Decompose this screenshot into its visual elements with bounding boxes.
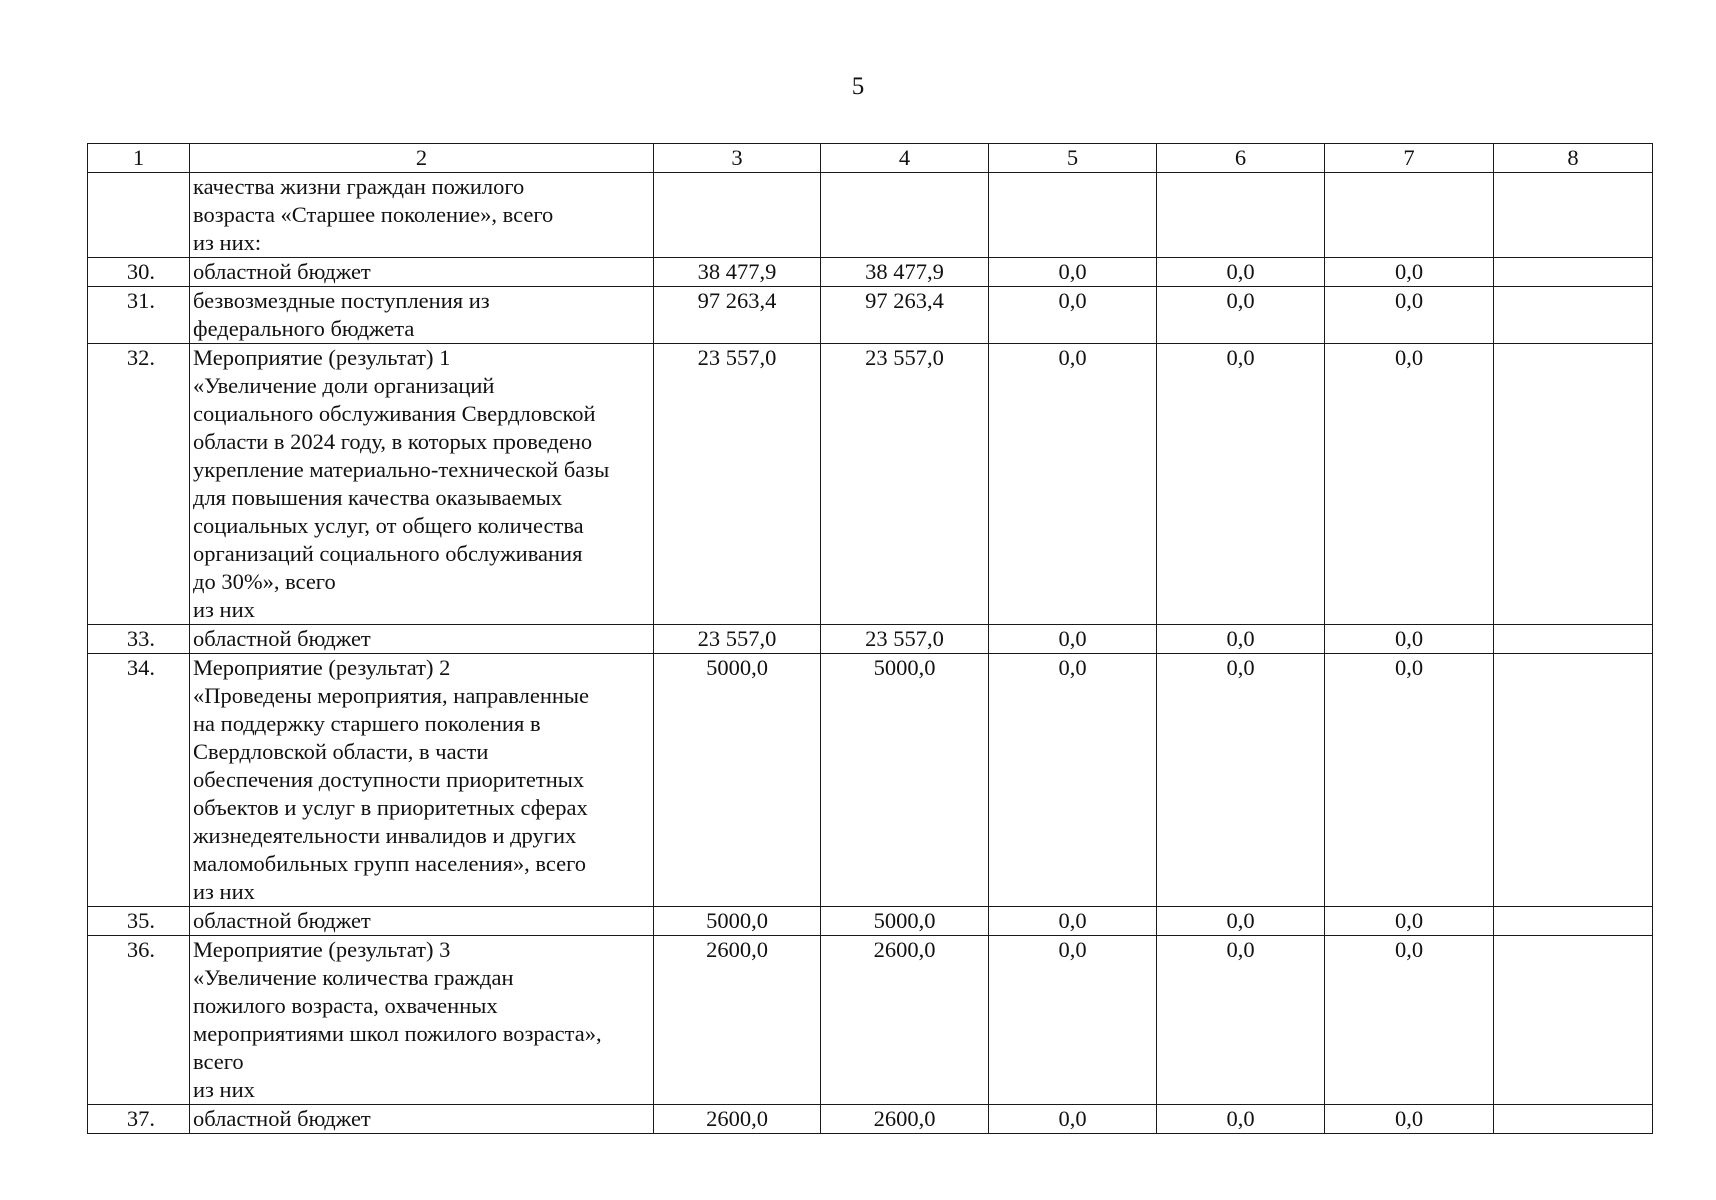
cell-col-8 bbox=[1494, 907, 1653, 936]
cell-col-6: 0,0 bbox=[1157, 936, 1325, 1105]
row-name: областной бюджет bbox=[190, 1105, 654, 1134]
cell-col-3 bbox=[654, 173, 821, 258]
row-name: областной бюджет bbox=[190, 907, 654, 936]
row-number: 30. bbox=[88, 258, 190, 287]
row-number: 33. bbox=[88, 625, 190, 654]
row-name: Мероприятие (результат) 1 «Увеличение доли организаций социального обслуживания Свердловской области в 2024 году, в которых проведено укрепление материально-технической базы для повышения качества оказываемых социальных услуг, от общего количества организаций социального обслуживания до 30%», всего из них bbox=[190, 344, 654, 625]
row-name: безвозмездные поступления из федерального бюджета bbox=[190, 287, 654, 344]
budget-table bbox=[87, 143, 1653, 1134]
cell-col-7: 0,0 bbox=[1325, 344, 1494, 625]
cell-col-5: 0,0 bbox=[989, 907, 1157, 936]
cell-col-8 bbox=[1494, 173, 1653, 258]
row-name: областной бюджет bbox=[190, 258, 654, 287]
column-header: 6 bbox=[1157, 144, 1325, 173]
cell-col-6: 0,0 bbox=[1157, 258, 1325, 287]
cell-col-6: 0,0 bbox=[1157, 625, 1325, 654]
cell-col-8 bbox=[1494, 344, 1653, 625]
cell-col-6 bbox=[1157, 173, 1325, 258]
column-header: 4 bbox=[821, 144, 989, 173]
cell-col-5: 0,0 bbox=[989, 654, 1157, 907]
cell-col-6: 0,0 bbox=[1157, 1105, 1325, 1134]
cell-col-3: 23 557,0 bbox=[654, 344, 821, 625]
cell-col-5: 0,0 bbox=[989, 344, 1157, 625]
cell-col-8 bbox=[1494, 287, 1653, 344]
page-number: 5 bbox=[851, 73, 865, 100]
cell-col-7 bbox=[1325, 173, 1494, 258]
cell-col-7: 0,0 bbox=[1325, 654, 1494, 907]
table-row bbox=[88, 173, 1653, 258]
cell-col-7: 0,0 bbox=[1325, 907, 1494, 936]
cell-col-3: 2600,0 bbox=[654, 936, 821, 1105]
cell-col-4: 2600,0 bbox=[821, 936, 989, 1105]
cell-col-4: 23 557,0 bbox=[821, 344, 989, 625]
row-name: качества жизни граждан пожилого возраста «Старшее поколение», всего из них: bbox=[190, 173, 654, 258]
cell-col-4: 5000,0 bbox=[821, 654, 989, 907]
cell-col-5: 0,0 bbox=[989, 258, 1157, 287]
cell-col-5: 0,0 bbox=[989, 1105, 1157, 1134]
cell-col-6: 0,0 bbox=[1157, 907, 1325, 936]
cell-col-6: 0,0 bbox=[1157, 287, 1325, 344]
table-row bbox=[88, 936, 1653, 1105]
table-row bbox=[88, 258, 1653, 287]
column-header: 1 bbox=[88, 144, 190, 173]
table-row bbox=[88, 654, 1653, 907]
row-number: 32. bbox=[88, 344, 190, 625]
row-number: 31. bbox=[88, 287, 190, 344]
cell-col-3: 23 557,0 bbox=[654, 625, 821, 654]
cell-col-4: 23 557,0 bbox=[821, 625, 989, 654]
cell-col-8 bbox=[1494, 625, 1653, 654]
cell-col-5: 0,0 bbox=[989, 625, 1157, 654]
cell-col-5 bbox=[989, 173, 1157, 258]
row-name: Мероприятие (результат) 2 «Проведены мероприятия, направленные на поддержку старшего поколения в Свердловской области, в части обеспечения доступности приоритетных объектов и услуг в приоритетных сферах жизнедеятельности инвалидов и других маломобильных групп населения», всего из них bbox=[190, 654, 654, 907]
header-row bbox=[88, 144, 1653, 173]
cell-col-7: 0,0 bbox=[1325, 625, 1494, 654]
cell-col-3: 38 477,9 bbox=[654, 258, 821, 287]
cell-col-7: 0,0 bbox=[1325, 936, 1494, 1105]
column-header: 8 bbox=[1494, 144, 1653, 173]
cell-col-8 bbox=[1494, 1105, 1653, 1134]
cell-col-6: 0,0 bbox=[1157, 344, 1325, 625]
column-header: 7 bbox=[1325, 144, 1494, 173]
row-number: 34. bbox=[88, 654, 190, 907]
cell-col-7: 0,0 bbox=[1325, 1105, 1494, 1134]
cell-col-4: 38 477,9 bbox=[821, 258, 989, 287]
cell-col-4: 5000,0 bbox=[821, 907, 989, 936]
table-row bbox=[88, 287, 1653, 344]
cell-col-3: 5000,0 bbox=[654, 654, 821, 907]
cell-col-8 bbox=[1494, 258, 1653, 287]
row-number: 37. bbox=[88, 1105, 190, 1134]
row-number: 35. bbox=[88, 907, 190, 936]
cell-col-4: 97 263,4 bbox=[821, 287, 989, 344]
cell-col-4 bbox=[821, 173, 989, 258]
cell-col-8 bbox=[1494, 654, 1653, 907]
cell-col-5: 0,0 bbox=[989, 287, 1157, 344]
cell-col-6: 0,0 bbox=[1157, 654, 1325, 907]
row-number: 36. bbox=[88, 936, 190, 1105]
cell-col-3: 5000,0 bbox=[654, 907, 821, 936]
row-number bbox=[88, 173, 190, 258]
table-row bbox=[88, 344, 1653, 625]
table-row bbox=[88, 1105, 1653, 1134]
cell-col-8 bbox=[1494, 936, 1653, 1105]
cell-col-3: 97 263,4 bbox=[654, 287, 821, 344]
cell-col-3: 2600,0 bbox=[654, 1105, 821, 1134]
row-name: областной бюджет bbox=[190, 625, 654, 654]
cell-col-4: 2600,0 bbox=[821, 1105, 989, 1134]
cell-col-5: 0,0 bbox=[989, 936, 1157, 1105]
row-name: Мероприятие (результат) 3 «Увеличение количества граждан пожилого возраста, охваченных мероприятиями школ пожилого возраста», всего из них bbox=[190, 936, 654, 1105]
table-row bbox=[88, 907, 1653, 936]
column-header: 2 bbox=[190, 144, 654, 173]
column-header: 3 bbox=[654, 144, 821, 173]
cell-col-7: 0,0 bbox=[1325, 287, 1494, 344]
column-header: 5 bbox=[989, 144, 1157, 173]
cell-col-7: 0,0 bbox=[1325, 258, 1494, 287]
table-row bbox=[88, 625, 1653, 654]
